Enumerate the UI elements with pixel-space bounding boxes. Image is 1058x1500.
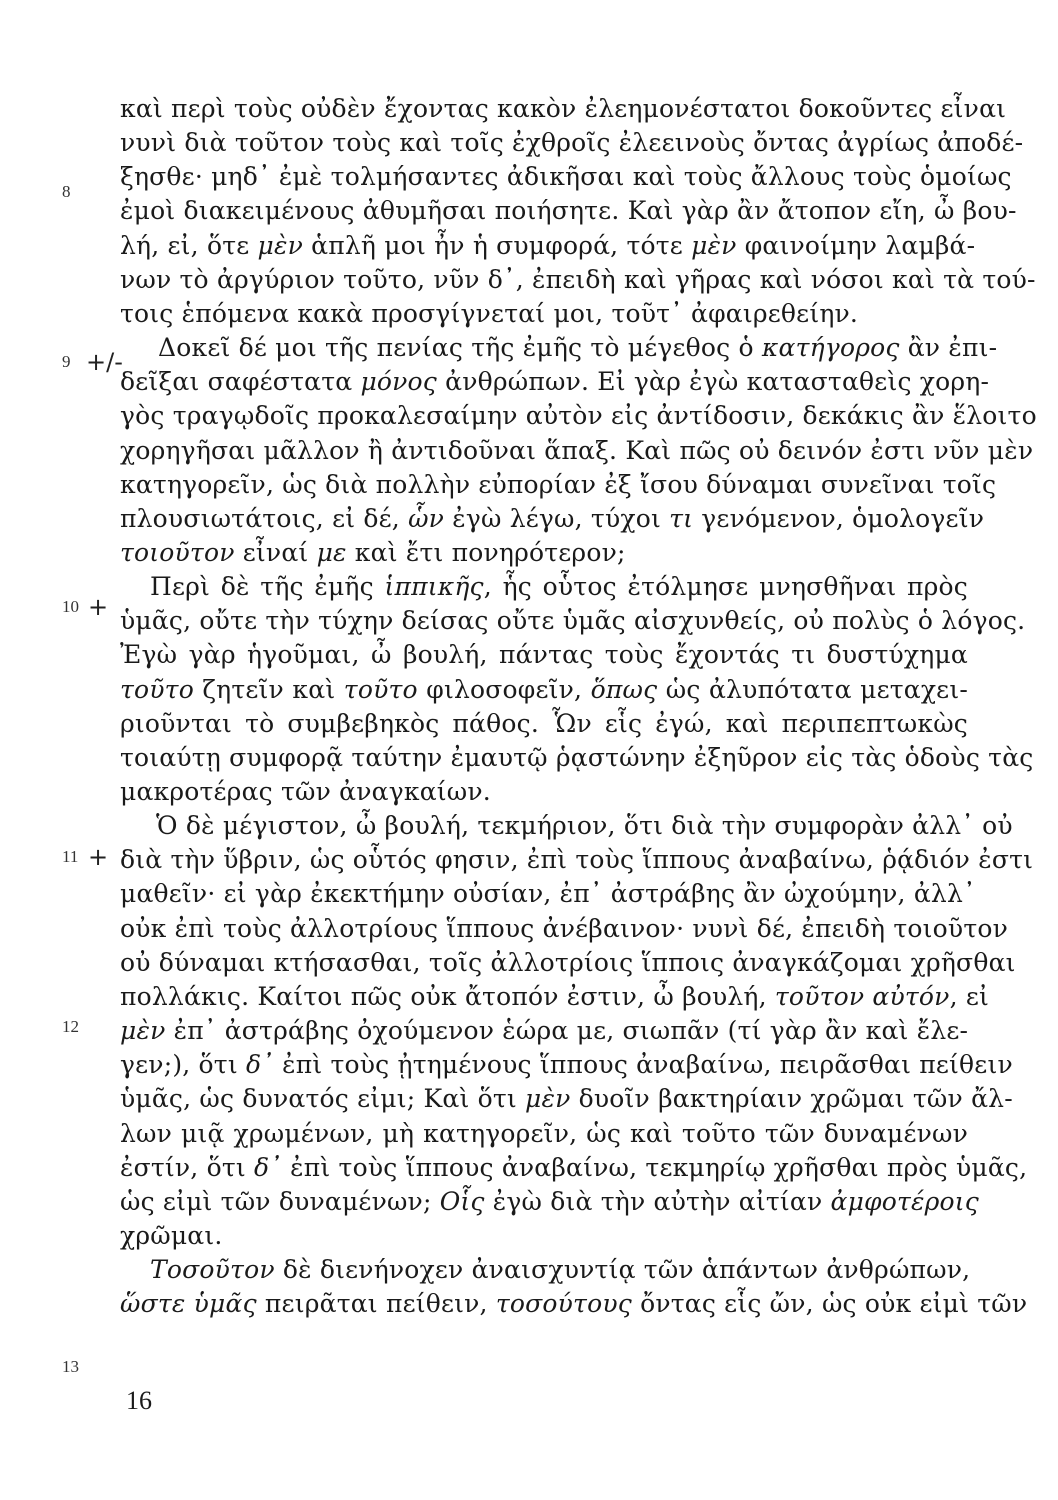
text-line <box>120 877 976 911</box>
text-segment: ὄντας εἷς ὤν, ὡς οὐκ εἰμὶ τῶν <box>631 1289 1028 1319</box>
text-segment: ξησθε· μηδ᾽ ἐμὲ τολμήσαντες ἀδικῆσαι καὶ τοὺς ἄλλους τοὺς ὁμοίως <box>120 162 1012 192</box>
text-segment: δεῖξαι σαφέστατα <box>120 367 361 397</box>
italic-segment: μὲν <box>525 1084 571 1114</box>
text-segment: ἂν ἐπι- <box>899 333 998 363</box>
text-segment: καὶ περὶ τοὺς οὐδὲν ἔχοντας κακὸν ἐλεημονέστατοι δοκοῦντες εἶναι <box>120 94 1007 123</box>
italic-segment: τι <box>669 503 694 533</box>
text-line <box>150 1253 971 1287</box>
italic-segment: τοσούτους <box>495 1289 632 1319</box>
text-line <box>120 843 1034 877</box>
text-line <box>120 912 1008 946</box>
text-segment: πειρᾶται πείθειν, <box>256 1289 496 1319</box>
text-segment: λή, εἰ, ὅτε <box>120 230 258 260</box>
section-number-8: 8 <box>62 182 71 201</box>
paragraph-mark-10: + <box>88 593 109 621</box>
text-line <box>120 1219 968 1253</box>
text-segment: πλουσιωτάτοις, εἰ δέ, <box>120 503 409 533</box>
paragraph-mark-9: +/- <box>86 348 123 376</box>
text-line <box>120 1185 979 1219</box>
section-number-12: 12 <box>62 1017 79 1036</box>
italic-segment: ὧν <box>408 503 445 533</box>
text-line <box>120 468 997 502</box>
text-line <box>120 502 985 536</box>
text-segment: ριοῦνται τὸ συμβεβηκὸς πάθος. Ὧν εἷς ἐγώ, καὶ περιπεπτωκὼς <box>120 708 968 738</box>
section-number-10: 10 <box>62 597 79 616</box>
text-segment: μαθεῖν· εἰ γὰρ ἐκεκτήμην οὐσίαν, ἐπ᾽ ἀστράβης ἂν ὠχούμην, ἀλλ᾽ <box>120 879 976 909</box>
text-segment: Ἐγὼ γὰρ ἡγοῦμαι, ὦ βουλή, πάντας τοὺς ἔχοντάς τι δυστύχημα <box>120 640 968 670</box>
text-segment: κατηγορεῖν, ὡς διὰ πολλὴν εὐπορίαν ἐξ ἴσου δύναμαι συνεῖναι τοῖς <box>120 469 997 499</box>
text-line <box>120 399 1037 433</box>
text-line <box>156 809 1013 843</box>
text-line <box>120 229 976 263</box>
text-line <box>120 536 968 570</box>
text-segment: Ὁ δὲ μέγιστον, ὦ βουλή, τεκμήριον, ὅτι διὰ τὴν συμφορὰν ἀλλ᾽ οὐ <box>156 811 1013 841</box>
italic-segment: τοῦτο <box>120 674 194 704</box>
italic-segment: κατήγορος <box>761 333 900 363</box>
text-segment: ζητεῖν καὶ <box>193 674 344 704</box>
text-segment: διὰ τὴν ὕβριν, ὡς οὗτός φησιν, ἐπὶ τοὺς ἵππους ἀναβαίνω, ῥᾴδιόν ἐστι <box>120 845 1034 875</box>
text-segment: μακροτέρας τῶν ἀναγκαίων. <box>120 777 491 806</box>
text-segment: ὑμᾶς, οὔτε τὴν τύχην δείσας οὔτε ὑμᾶς αἰσχυνθείς, οὐ πολὺς ὁ λόγος. <box>120 606 1026 636</box>
text-segment: ἐγὼ λέγω, τύχοι <box>444 503 670 533</box>
text-line <box>120 604 1026 638</box>
text-segment: οὐ δύναμαι κτήσασθαι, τοῖς ἀλλοτρίοις ἵπποις ἀναγκάζομαι χρῆσθαι <box>120 947 1016 977</box>
section-number-13: 13 <box>62 1357 79 1376</box>
text-segment: δυοῖν βακτηρίαιν χρῶμαι τῶν ἄλ- <box>570 1084 1013 1114</box>
text-segment: πολλάκις. Καίτοι πῶς οὐκ ἄτοπόν ἐστιν, ὦ βουλή, <box>120 981 775 1011</box>
text-segment: ἀνθρώπων. Εἰ γὰρ ἐγὼ κατασταθεὶς χορη- <box>437 367 990 397</box>
italic-segment: μόνος <box>360 367 438 397</box>
text-line <box>120 194 1017 228</box>
text-segment: δὲ διενήνοχεν ἀναισχυντίᾳ τῶν ἁπάντων ἀνθρώπων, <box>274 1255 971 1285</box>
text-segment: ὡς ἀλυπότατα μεταχει- <box>657 674 968 704</box>
text-segment: γεν;), ὅτι <box>120 1050 246 1080</box>
text-line <box>120 741 1034 775</box>
text-line <box>120 1151 1028 1185</box>
italic-segment: μὲν <box>257 230 304 260</box>
text-segment: εἶναί <box>234 537 317 567</box>
text-segment: ἐπὶ τοὺς ᾐτημένους ἵππους ἀναβαίνω, πειρᾶσθαι πείθειν <box>273 1050 1013 1080</box>
italic-segment: μὲν <box>691 230 737 260</box>
text-line <box>120 1014 968 1048</box>
paragraph-mark-11: + <box>88 843 109 871</box>
text-segment: χορηγῆσαι μᾶλλον ἢ ἀντιδοῦναι ἅπαξ. Καὶ πῶς οὐ δεινόν ἐστι νῦν μὲν <box>120 435 1034 465</box>
text-line <box>120 92 1007 126</box>
italic-segment: ἱππικῆς <box>384 572 484 602</box>
text-segment: , ἧς οὗτος ἐτόλμησε μνησθῆναι πρὸς <box>483 572 968 602</box>
text-line <box>120 1117 968 1151</box>
text-segment: χρῶμαι. <box>120 1220 223 1250</box>
text-line <box>120 775 968 809</box>
text-line <box>120 1287 1028 1321</box>
text-line <box>120 1082 1013 1116</box>
text-line <box>120 1048 1013 1082</box>
section-number-11: 11 <box>62 847 79 866</box>
text-line <box>150 570 968 604</box>
italic-segment: ὅπως <box>590 674 658 704</box>
text-line <box>120 638 968 672</box>
text-segment: φαινοίμην λαμβά- <box>736 230 976 260</box>
italic-segment: τοῦτον αὐτόν <box>774 981 950 1011</box>
italic-segment: Τοσοῦτον <box>150 1255 275 1285</box>
text-segment: φιλοσοφεῖν, <box>417 674 591 704</box>
text-segment: τοις ἑπόμενα κακὰ προσγίγνεταί μοι, τοῦτ᾽ ἀφαιρεθείην. <box>120 298 859 328</box>
italic-segment: δ᾽ <box>246 1050 274 1080</box>
text-line <box>120 297 968 331</box>
italic-segment: ὥστε ὑμᾶς <box>120 1289 257 1319</box>
text-segment: ἐπὶ τοὺς ἵππους ἀναβαίνω, τεκμηρίῳ χρῆσθαι πρὸς ὑμᾶς, <box>282 1152 1028 1182</box>
text-segment: , εἰ <box>949 981 990 1011</box>
text-segment: ὡς εἰμὶ τῶν δυναμένων; <box>120 1186 440 1216</box>
text-line <box>120 434 1034 468</box>
text-line <box>120 263 1036 297</box>
text-segment: Δοκεῖ δέ μοι τῆς πενίας τῆς ἐμῆς τὸ μέγεθος ὁ <box>158 333 762 363</box>
text-segment: τοιαύτῃ συμφορᾷ ταύτην ἐμαυτῷ ῥᾳστώνην ἐξηῦρον εἰς τὰς ὁδοὺς τὰς <box>120 742 1034 772</box>
text-segment: γὸς τραγῳδοῖς προκαλεσαίμην αὐτὸν εἰς ἀντίδοσιν, δεκάκις ἂν ἕλοιτο <box>120 401 1037 431</box>
text-segment: ἐστίν, ὅτι <box>120 1152 255 1182</box>
text-segment: ἐμοὶ διακειμένους ἀθυμῆσαι ποιήσητε. Καὶ γὰρ ἂν ἄτοπον εἴη, ὦ βου- <box>120 196 1017 226</box>
text-segment: νων τὸ ἀργύριον τοῦτο, νῦν δ᾽, ἐπειδὴ καὶ γῆρας καὶ νόσοι καὶ τὰ τού- <box>120 264 1036 294</box>
text-segment: γενόμενον, ὁμολογεῖν <box>693 503 985 533</box>
text-line <box>120 126 1024 160</box>
italic-segment: ἀμφοτέροις <box>830 1186 979 1216</box>
text-segment: ἁπλῆ μοι ἦν ἡ συμφορά, τότε <box>303 230 692 260</box>
text-segment: Περὶ δὲ τῆς ἐμῆς <box>150 572 385 602</box>
section-number-9: 9 <box>62 352 71 371</box>
text-line <box>120 160 1012 194</box>
italic-segment: τοῦτο <box>343 674 418 704</box>
text-segment: καὶ ἔτι πονηρότερον; <box>346 537 626 567</box>
italic-segment: δ᾽ <box>254 1152 282 1182</box>
text-segment: ἐγὼ διὰ τὴν αὐτὴν αἰτίαν <box>484 1186 831 1216</box>
italic-segment: τοιοῦτον <box>120 537 235 567</box>
text-segment: ἐπ᾽ ἀστράβης ὀχούμενον ἑώρα με, σιωπᾶν (τί γὰρ ἂν καὶ ἔλε- <box>165 1016 969 1046</box>
text-segment: ὑμᾶς, ὡς δυνατός εἰμι; Καὶ ὅτι <box>120 1084 526 1114</box>
italic-segment: με <box>316 537 347 567</box>
text-line <box>120 673 968 707</box>
italic-segment: μὲν <box>120 1016 166 1046</box>
page-number: 16 <box>126 1386 152 1415</box>
italic-segment: Οἷς <box>439 1186 485 1216</box>
text-line <box>120 980 990 1014</box>
text-line <box>158 331 998 365</box>
text-line <box>120 946 1016 980</box>
text-line <box>120 365 990 399</box>
text-segment: νυνὶ διὰ τοῦτον τοὺς καὶ τοῖς ἐχθροῖς ἐλεεινοὺς ὄντας ἀγρίως ἀποδέ- <box>120 128 1024 158</box>
text-line <box>120 707 968 741</box>
text-segment: οὐκ ἐπὶ τοὺς ἀλλοτρίους ἵππους ἀνέβαινον· νυνὶ δέ, ἐπειδὴ τοιοῦτον <box>120 913 1008 943</box>
text-segment: λων μιᾷ χρωμένων, μὴ κατηγορεῖν, ὡς καὶ τοῦτο τῶν δυναμένων <box>120 1118 968 1148</box>
